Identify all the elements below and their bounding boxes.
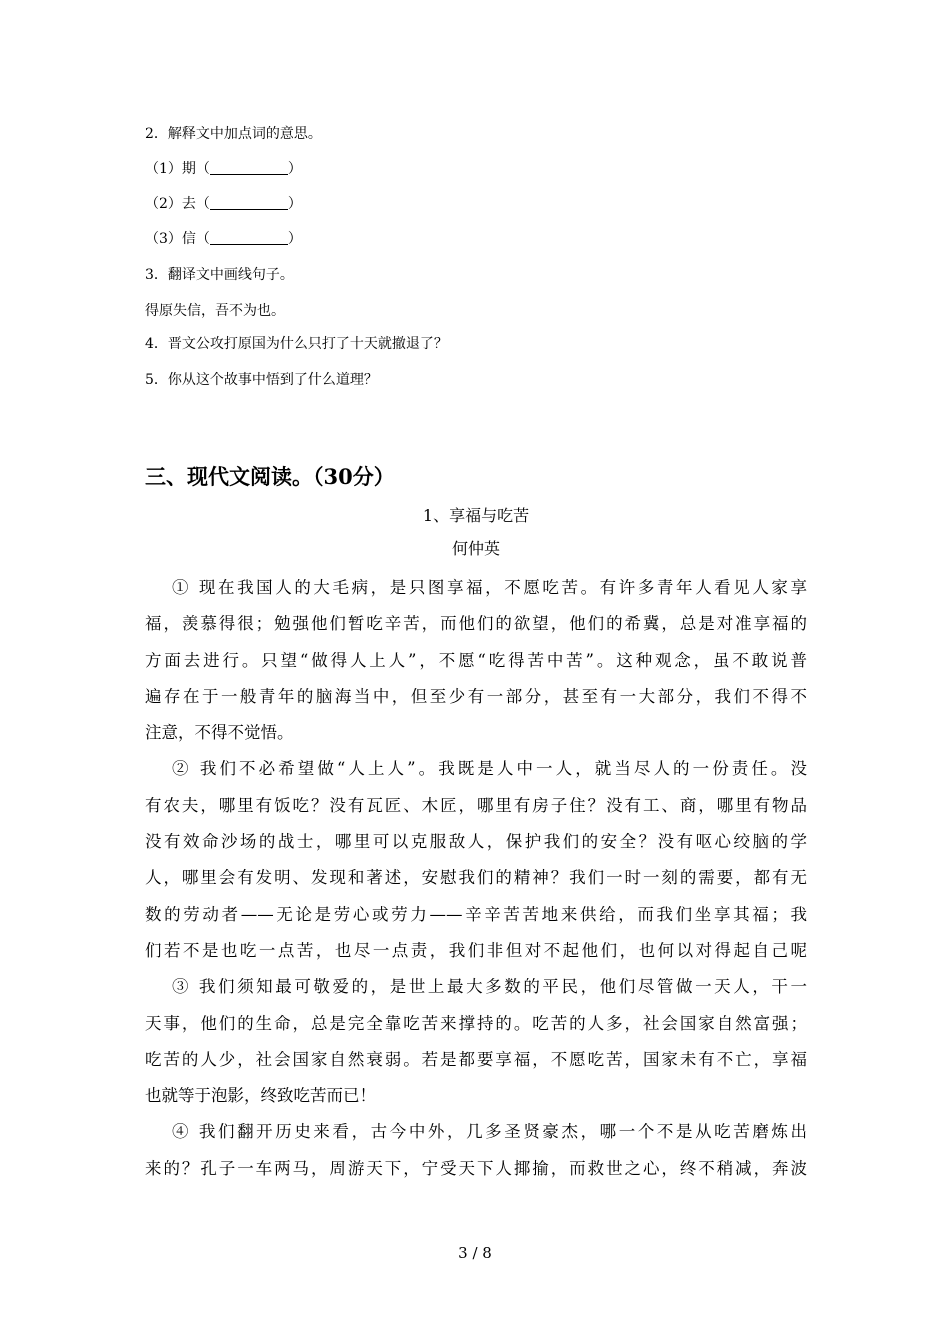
article-line: 吃苦的人少，社会国家自然衰弱。若是都要享福，不愿吃苦，国家未有不亡，享福: [145, 1049, 807, 1069]
page-number: 3 / 8: [458, 1244, 492, 1262]
article-line: 方面去进行。只望“做得人上人”，不愿“吃得苦中苦”。这种观念，虽不敢说普: [145, 650, 807, 670]
section-title: 三、现代文阅读。（30分）: [145, 464, 395, 489]
sub-question-3-label: （3）信（: [145, 231, 210, 247]
sub-question-2-label: （2）去（: [145, 196, 210, 212]
close-paren: ）: [287, 161, 302, 177]
article-line: ① 现在我国人的大毛病，是只图享福，不愿吃苦。有许多青年人看见人家享: [172, 578, 807, 597]
article-line: ④ 我们翻开历史来看，古今中外，几多圣贤豪杰，哪一个不是从吃苦磨炼出: [172, 1122, 807, 1142]
article-line: 数的劳动者——无论是劳心或劳力——辛辛苦苦地来供给，而我们坐享其福；我: [145, 904, 807, 924]
article-line: 福，羡慕得很；勉强他们暂吃辛苦，而他们的欲望，他们的希冀，总是对准享福的: [145, 614, 807, 634]
article-body: [145, 570, 807, 1187]
article-line: ③ 我们须知最可敬爱的，是世上最大多数的平民，他们尽管做一天人，干一: [172, 977, 807, 997]
question-3-sentence: 得原失信，吾不为也。: [145, 303, 285, 319]
article-line: 人，哪里会有发明、发现和著述，安慰我们的精神？我们一时一刻的需要，都有无: [145, 868, 807, 888]
article-line: 们若不是也吃一点苦，也尽一点责，我们非但对不起他们，也何以对得起自己呢: [145, 940, 807, 960]
close-paren: ）: [287, 231, 302, 247]
sub-question-3: [145, 229, 302, 249]
article-line: 注意，不得不觉悟。: [145, 723, 294, 743]
question-5: 5．你从这个故事中悟到了什么道理？: [145, 372, 378, 388]
answer-blank-1[interactable]: [210, 160, 288, 175]
article-line: ② 我们不必希望做“人上人”。我既是人中一人，就当尽人的一份责任。没: [172, 759, 807, 779]
article-author: 何仲英: [451, 539, 500, 558]
article-title: 1、享福与吃苦: [422, 506, 530, 525]
answer-blank-3[interactable]: [210, 230, 288, 245]
sub-question-2: [145, 194, 302, 214]
close-paren: ）: [287, 196, 302, 212]
sub-question-1: [145, 159, 302, 179]
question-3: 3．翻译文中画线句子。: [145, 267, 294, 283]
question-2: 2．解释文中加点词的意思。: [145, 126, 322, 142]
answer-blank-2[interactable]: [210, 195, 288, 210]
article-line: 来的？孔子一车两马，周游天下，宁受天下人揶揄，而救世之心，终不稍减，奔波: [145, 1158, 807, 1178]
question-4: 4．晋文公攻打原国为什么只打了十天就撤退了？: [145, 336, 448, 352]
article-line: 没有效命沙场的战士，哪里可以克服敌人，保护我们的安全？没有呕心绞脑的学: [145, 832, 807, 852]
article-line: 有农夫，哪里有饭吃？没有瓦匠、木匠，哪里有房子住？没有工、商，哪里有物品: [145, 795, 807, 815]
article-line: 天事，他们的生命，总是完全靠吃苦来撑持的。吃苦的人多，社会国家自然富强；: [145, 1013, 807, 1033]
sub-question-1-label: （1）期（: [145, 161, 210, 177]
article-line: 也就等于泡影，终致吃苦而已！: [145, 1086, 376, 1106]
article-line: 遍存在于一般青年的脑海当中，但至少有一部分，甚至有一大部分，我们不得不: [145, 686, 807, 706]
